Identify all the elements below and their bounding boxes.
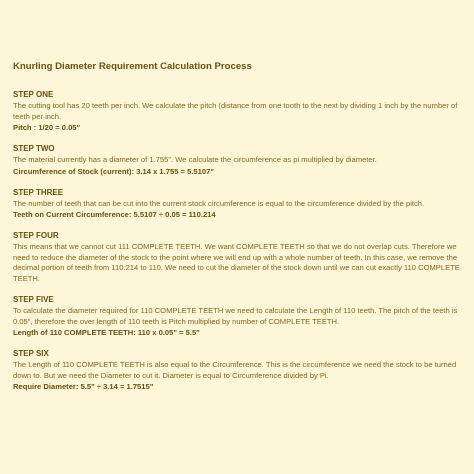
step-formula: Pitch : 1/20 = 0.05" — [13, 123, 81, 132]
document-title: Knurling Diameter Requirement Calculation Process — [13, 61, 252, 72]
step-text: The number of teeth that can be cut into the current stock circumference is equal to the circumference divided by the pitch. — [13, 198, 425, 208]
step-six — [13, 349, 461, 392]
step-text: The Length of 110 COMPLETE TEETH is also equal to the Circumference. This is the circumference we need the stock to be turned down to. But we need the Diameter to cut it. Diameter is equal to Circumference divided by Pi. — [13, 360, 457, 380]
step-formula: Teeth on Current Circumference: 5.5107 ÷ 0.05 = 110.214 — [13, 210, 216, 219]
step-heading: STEP FOUR — [13, 231, 59, 240]
step-text: To calculate the diameter required for 110 COMPLETE TEETH we need to calculate the Length of 110 teeth. The pitch of the teeth is 0.05", therefore the over length of 110 teeth is Pitch multiplied by number of COMPLETE TEETH. — [13, 306, 458, 326]
step-heading: STEP SIX — [13, 349, 49, 358]
step-text: This means that we cannot cut 111 COMPLETE TEETH. We want COMPLETE TEETH so that we do not overlap cuts. Therefore we need to reduce the diameter of the stock to the point where we will end up with a whole number of teeth. In this case, we remove the decimal portion of teeth from 110.214 to 110. We need to cut the diameter of the stock down until we can cut exactly 110 COMPLETE TEETH. — [13, 242, 460, 283]
step-text: The cutting tool has 20 teeth per inch. We calculate the pitch (distance from one tooth to the next by dividing 1 inch by the number of teeth per inch. — [13, 101, 458, 121]
step-heading: STEP FIVE — [13, 295, 54, 304]
step-three — [13, 188, 461, 221]
step-five — [13, 295, 461, 338]
step-formula: Length of 110 COMPLETE TEETH: 110 x 0.05" = 5.5" — [13, 328, 200, 337]
step-one — [13, 90, 461, 133]
step-formula: Require Diameter: 5.5" ÷ 3.14 = 1.7515" — [13, 382, 154, 391]
step-heading: STEP THREE — [13, 187, 64, 197]
step-four — [13, 231, 461, 284]
step-formula: Circumference of Stock (current): 3.14 x 1.755 = 5.5107" — [13, 166, 214, 176]
step-text: The material currently has a diameter of 1.755". We calculate the circumference as pi multiplied by diameter. — [13, 155, 377, 164]
step-heading: STEP ONE — [13, 90, 54, 99]
step-heading: STEP TWO — [13, 144, 55, 153]
step-two — [13, 144, 461, 177]
